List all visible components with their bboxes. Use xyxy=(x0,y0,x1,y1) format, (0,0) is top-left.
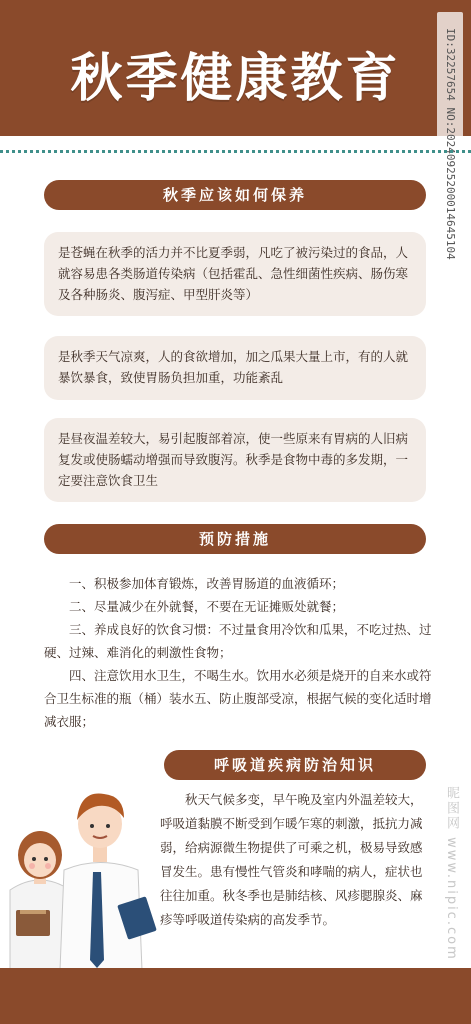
list-item: 二、尽量减少在外就餐，不要在无证摊贩处就餐； xyxy=(69,599,345,614)
image-id-watermark: ID:32257654 NO:20240925200014645104 xyxy=(437,12,463,276)
list-item: 一、积极参加体育锻炼，改善胃肠道的血液循环； xyxy=(69,576,345,591)
doctors-illustration xyxy=(0,760,175,970)
divider-top xyxy=(0,150,471,153)
respiratory-text: 秋天气候多变，早午晚及室内外温差较大，呼吸道黏膜不断受到乍暖乍寒的刺激，抵抗力减弱，给病源微生物提供了可乘之机，极易导致感冒发生。患有慢性气管炎和哮喘的病人，症状也往往加重。秋冬季也是肺结核、风疹腮腺炎、麻疹等呼吸道传染病的高发季节。 xyxy=(160,792,423,927)
site-watermark: 昵图网 www.nipic.com xyxy=(444,786,459,961)
section-heading-prevention: 预防措施 xyxy=(44,524,426,554)
list-item: 四、注意饮用水卫生，不喝生水。饮用水必须是烧开的自来水或符合卫生标准的瓶（桶）装水五、防止腹部受凉，根据气候的变化适时增减衣服； xyxy=(44,668,432,729)
section-heading-respiratory: 呼吸道疾病防治知识 xyxy=(164,750,426,780)
info-card: 是苍蝇在秋季的活力并不比夏季弱，凡吃了被污染过的食品，人就容易患各类肠道传染病（包括霍乱、急性细菌性疾病、肠伤寒及各种肠炎、腹泻症、甲型肝炎等） xyxy=(44,232,426,316)
page-title: 秋季健康教育 xyxy=(70,49,401,109)
info-card: 是昼夜温差较大，易引起腹部着凉，使一些原来有胃病的人旧病复发或使肠蠕动增强而导致腹泻。秋季是食物中毒的多发期，一定要注意饮食卫生 xyxy=(44,418,426,502)
male-doctor-figure xyxy=(60,794,157,970)
info-card: 是秋季天气凉爽，人的食欲增加，加之瓜果大量上市，有的人就暴饮暴食，致使胃肠负担加重，功能紊乱 xyxy=(44,336,426,400)
list-item: 三、养成良好的饮食习惯：不过量食用冷饮和瓜果，不吃过热、过硬、过辣、难消化的刺激性食物； xyxy=(44,622,432,660)
footer-band xyxy=(0,968,471,1024)
prevention-list xyxy=(44,572,434,733)
section-heading-autumn-care: 秋季应该如何保养 xyxy=(44,180,426,210)
